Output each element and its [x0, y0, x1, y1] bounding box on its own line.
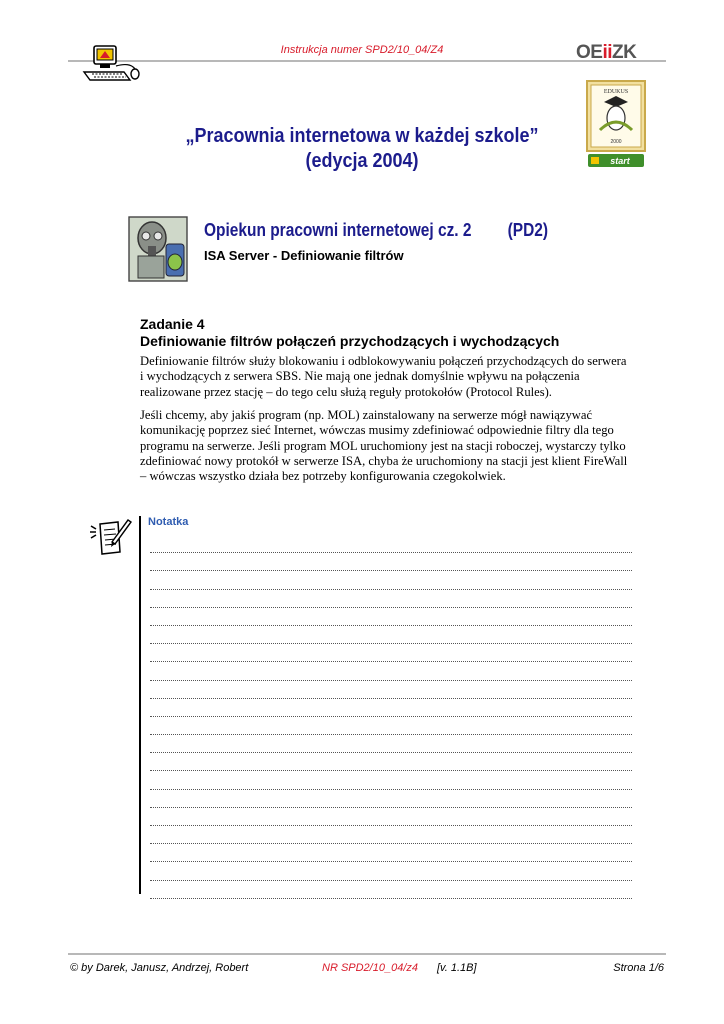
header-instruction-number: Instrukcja numer SPD2/10_04/Z4	[280, 44, 444, 56]
note-dotted-line	[150, 553, 632, 571]
task-title: Definiowanie filtrów połączeń przychodzących i wychodzących	[140, 333, 560, 349]
section-code: (PD2)	[507, 220, 549, 240]
footer-version: [v. 1.1B]	[437, 962, 477, 974]
oeiizk-logo: OEiiZK	[576, 42, 637, 63]
section-title-text: Opiekun pracowni internetowej cz. 2	[204, 220, 472, 240]
note-dotted-line	[150, 808, 632, 826]
note-dotted-line	[150, 681, 632, 699]
note-dotted-line	[150, 608, 632, 626]
footer-divider	[68, 953, 666, 955]
page-title-line1: „Pracownia internetowa w każdej szkole”	[185, 125, 539, 147]
gas-mask-figure-icon	[128, 216, 188, 282]
badge-top-text: EDUKUS	[603, 89, 629, 95]
note-dotted-line	[150, 571, 632, 589]
note-dotted-line	[150, 590, 632, 608]
note-lines	[150, 535, 632, 899]
note-dotted-line	[150, 862, 632, 880]
page-title-line2: (edycja 2004)	[305, 150, 419, 172]
note-dotted-line	[150, 753, 632, 771]
page-title	[36, 124, 688, 174]
note-dotted-line	[150, 662, 632, 680]
note-dotted-line	[150, 881, 632, 899]
note-dotted-line	[150, 699, 632, 717]
note-dotted-line	[150, 790, 632, 808]
note-dotted-line	[150, 626, 632, 644]
footer-document-number: NR SPD2/10_04/z4	[322, 962, 418, 974]
footer-authors: © by Darek, Janusz, Andrzej, Robert	[70, 962, 249, 974]
note-dotted-line	[150, 771, 632, 789]
note-dotted-line	[150, 735, 632, 753]
footer-page-number: Strona 1/6	[613, 962, 664, 974]
badge-year: 2000	[610, 139, 622, 145]
note-dotted-line	[150, 644, 632, 662]
computer-illustration-icon	[80, 44, 144, 90]
note-dotted-line	[150, 717, 632, 735]
task-paragraph-2: Jeśli chcemy, aby jakiś program (np. MOL) zainstalowany na serwerze mógł nawiązywać komunikację poprzez sieć Internet, wówczas musimy zdefiniować odpowiednie filtry dla tego programu na serwerze. Jeśli program MOL uruchomiony jest na stacji roboczej, wystarczy tylko zdefiniować nowy protokół w serwerze ISA, chyba że uruchomiony na stacji jest klient FireWall – wówczas wszystko działa bez potrzeby konfigurowania czegokolwiek.	[140, 408, 628, 484]
note-vertical-bar	[139, 516, 141, 894]
section-subtitle: ISA Server - Definiowanie filtrów	[204, 248, 404, 263]
task-number: Zadanie 4	[140, 316, 205, 332]
task-paragraph-1: Definiowanie filtrów służy blokowaniu i odblokowywaniu połączeń przychodzących do serwera i wychodzących z serwera SBS. Nie mają one jednak domyślnie wpływu na połączenia realizowane przez stację – do tego celu służą reguły protokołów (Protocol Rules).	[140, 354, 627, 399]
note-dotted-line	[150, 826, 632, 844]
note-dotted-line	[150, 535, 632, 553]
note-writing-icon	[88, 516, 132, 556]
badge-start-label: start	[610, 156, 630, 166]
section-title	[204, 220, 548, 241]
note-label: Notatka	[148, 516, 189, 528]
note-dotted-line	[150, 844, 632, 862]
